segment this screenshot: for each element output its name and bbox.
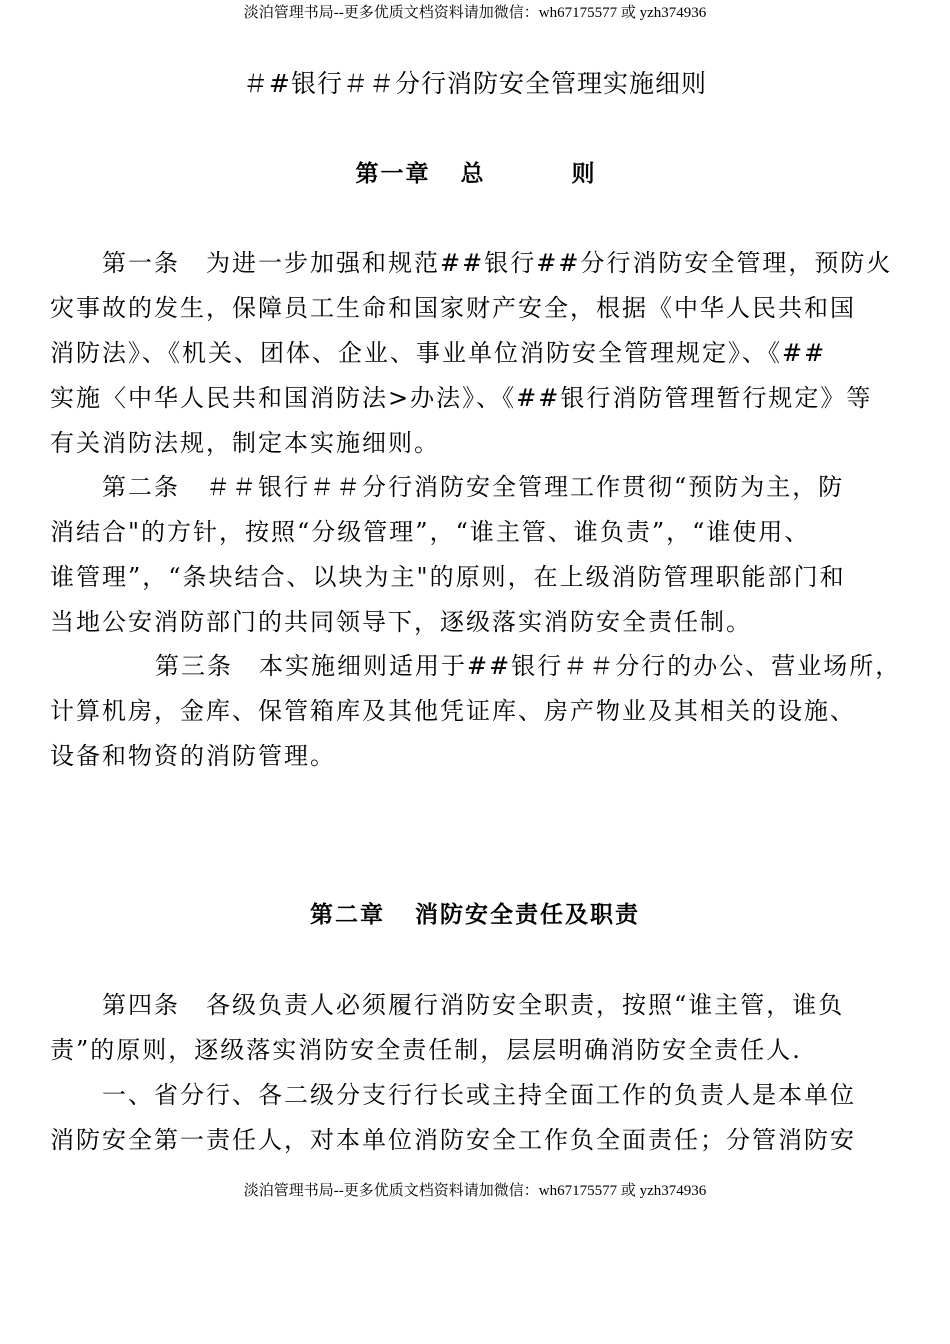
article-1-line-2: 灾事故的发生，保障员工生命和国家财产安全，根据《中华人民共和国 <box>50 294 856 322</box>
chapter-2-name: 消防安全责任及职责 <box>415 902 640 928</box>
chapter-1-heading <box>0 158 950 190</box>
chapter-1-name: 总则 <box>460 161 683 187</box>
article-2-line-1: 第二条 ＃＃银行＃＃分行消防安全管理工作贯彻“预防为主，防 <box>102 473 845 501</box>
article-1 <box>50 241 905 466</box>
item-1-line-2: 消防安全第一责任人，对本单位消防安全工作负全面责任；分管消防安 <box>50 1126 856 1154</box>
article-4-line-1: 第四条 各级负责人必须履行消防安全职责，按照“谁主管，谁负 <box>102 991 845 1019</box>
article-2-line-4: 当地公安消防部门的共同领导下，逐级落实消防安全责任制。 <box>50 608 752 636</box>
article-2 <box>50 465 905 645</box>
chapter-1-number: 第一章 <box>355 161 431 187</box>
item-1-line-1: 一、省分行、各二级分支行行长或主持全面工作的负责人是本单位 <box>102 1081 856 1109</box>
article-1-line-5: 有关消防法规，制定本实施细则。 <box>50 429 440 457</box>
chapter-2-number: 第二章 <box>310 902 385 928</box>
article-3-line-2: 计算机房，金库、保管箱库及其他凭证库、房产物业及其相关的设施、 <box>50 697 856 725</box>
article-4-label: 第四条 <box>102 991 180 1019</box>
article-2-label: 第二条 <box>102 473 180 501</box>
article-2-line-2: 消结合"的方针，按照“分级管理”，“谁主管、谁负责”，“谁使用、 <box>50 518 811 546</box>
article-1-line-1: 第一条 为进一步加强和规范##银行##分行消防安全管理，预防火 <box>102 249 893 277</box>
header-watermark-note: 淡泊管理书局--更多优质文档资料请加微信：wh67175577 或 yzh374936 <box>243 5 707 21</box>
article-3-line-1: 第三条 本实施细则适用于##银行＃＃分行的办公、营业场所， <box>155 652 902 680</box>
footer-watermark-note: 淡泊管理书局--更多优质文档资料请加微信：wh67175577 或 yzh374936 <box>243 1183 707 1199</box>
article-4-line-2: 责”的原则，逐级落实消防安全责任制，层层明确消防安全责任人. <box>50 1036 802 1064</box>
article-4-item-1 <box>50 1073 905 1163</box>
article-3-label: 第三条 <box>155 652 233 680</box>
article-3-line-3: 设备和物资的消防管理。 <box>50 742 336 770</box>
article-2-line-3: 谁管理”，“条块结合、以块为主"的原则，在上级消防管理职能部门和 <box>50 563 846 591</box>
article-4 <box>50 983 905 1073</box>
article-1-label: 第一条 <box>102 249 180 277</box>
article-1-line-3: 消防法》、《机关、团体、企业、事业单位消防安全管理规定》、《## <box>50 339 827 367</box>
chapter-2-heading <box>0 899 950 931</box>
document-title: ＃#银行＃＃分行消防安全管理实施细则 <box>243 69 707 98</box>
article-1-line-4: 实施〈中华人民共和国消防法>办法》、《##银行消防管理暂行规定》等 <box>50 384 873 412</box>
article-3 <box>50 644 905 779</box>
